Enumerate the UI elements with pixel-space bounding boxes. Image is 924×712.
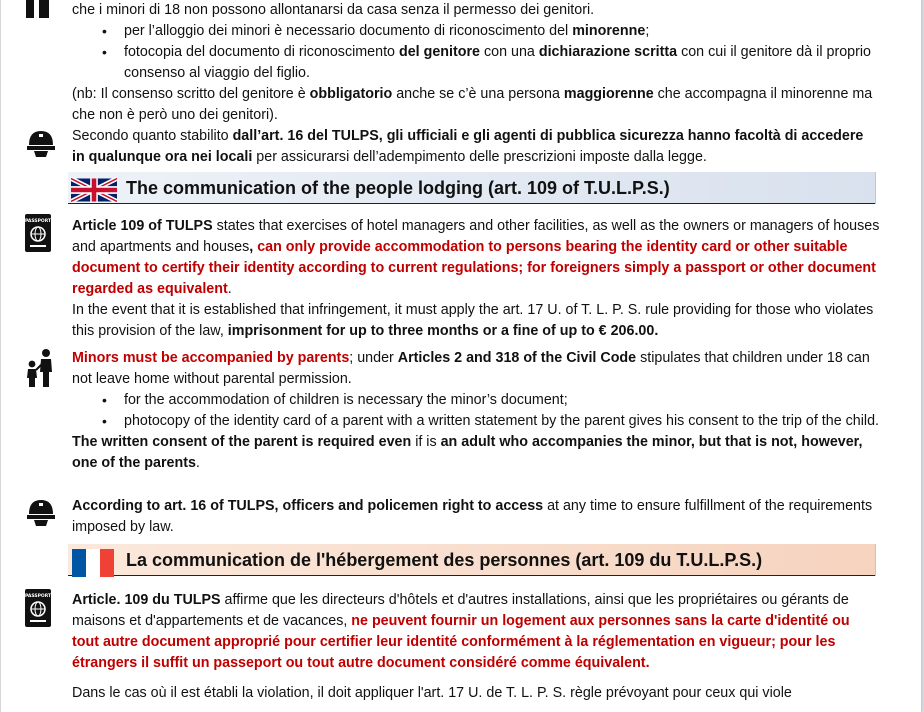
english-minors-intro: Minors must be accompanied by parents; under Articles 2 and 318 of the Civil Code stipulates that children under 18 can not leave home without parental permission.	[72, 350, 870, 387]
english-header-title: The communication of the people lodging (art. 109 of T.U.L.P.S.)	[126, 178, 670, 198]
italian-line0: che i minori di 18 non possono allontanarsi da casa senza il permesso dei genitori.	[72, 2, 595, 18]
french-section-header	[68, 544, 876, 576]
english-minors-text	[72, 348, 880, 474]
header-edge	[875, 544, 876, 576]
france-flag-icon	[71, 549, 115, 582]
italian-nb-note: (nb: Il consenso scritto del genitore è obbligatorio anche se c’è una persona maggiorenne che accompagna il minorenne ma che non è però uno dei genitori).	[72, 86, 873, 123]
italian-minors-text	[72, 0, 880, 168]
english-p1: Article 109 of TULPS states that exercises of hotel managers and other facilities, as well as the owners or managers of houses and apartments and houses, can only provide accommodation to persons bearing the identity card or other suitable document to certify their identity according to current regulations; for foreigners simply a passport or other document regarded as equivalent.	[72, 218, 880, 297]
english-bullet-2: • photocopy of the identity card of a parent with a written statement by the parent gives his consent to the trip of the child.	[124, 411, 880, 432]
passport-icon	[25, 214, 51, 257]
family-icon	[24, 0, 54, 25]
french-p1: Article. 109 du TULPS affirme que les directeurs d'hôtels et d'autres installations, ainsi que les propriétaires ou gérants de maisons et d'appartements et de vacances, ne peuvent fournir un logement aux personnes sans la carte d'identité ou tout autre document approprié pour certifier leur identité conformément à la réglementation en vigueur; pour les étrangers il suffit un passeport ou tout autre document considéré comme équivalent.	[72, 592, 850, 671]
english-p2: In the event that it is established that infringement, it must apply the art. 17 U. of T. L. P. S. rule providing for those who violates this provision of the law, imprisonment for up to three months or a fine of up to € 206.00.	[72, 302, 874, 339]
english-article109-text	[72, 216, 880, 342]
french-p2: Dans le cas où il est établi la violation, il doit appliquer l'art. 17 U. de T. L. P. S. règle prévoyant pour ceux qui viole	[72, 685, 792, 701]
french-article109-text	[72, 590, 880, 704]
french-header-title: La communication de l'hébergement des personnes (art. 109 du T.U.L.P.S.)	[126, 550, 763, 570]
italian-bullet-2: • fotocopia del documento di riconoscimento del genitore con una dichiarazione scritta con cui il genitore dà il proprio consenso al viaggio del figlio.	[124, 42, 880, 84]
svg-text:PASSPORT: PASSPORT	[25, 219, 51, 224]
uk-flag-icon	[71, 177, 117, 208]
page-left-border	[0, 0, 1, 712]
passport-icon	[25, 589, 51, 632]
english-section-header	[68, 172, 876, 204]
english-access-text	[72, 496, 880, 538]
english-access: According to art. 16 of TULPS, officers and policemen right to access at any time to ensure fulfillment of the requirements imposed by law.	[72, 498, 873, 535]
italian-bullet-1: • per l’alloggio dei minori è necessario documento di riconoscimento del minorenne;	[124, 21, 880, 42]
svg-text:PASSPORT: PASSPORT	[25, 594, 51, 599]
italian-art16: Secondo quanto stabilito dall’art. 16 del TULPS, gli ufficiali e gli agenti di pubblica sicurezza hanno facoltà di accedere in qualunque ora nei locali per assicurarsi dell’adempimento delle prescrizioni imposte dalla legge.	[72, 128, 864, 165]
header-edge	[875, 172, 876, 204]
family-icon	[24, 348, 58, 393]
police-helmet-icon	[26, 128, 56, 165]
police-helmet-icon	[26, 497, 56, 534]
english-consent: The written consent of the parent is required even if is an adult who accompanies the minor, but that is not, however, one of the parents.	[72, 434, 863, 471]
english-bullet-1: • for the accommodation of children is necessary the minor’s document;	[124, 390, 880, 411]
